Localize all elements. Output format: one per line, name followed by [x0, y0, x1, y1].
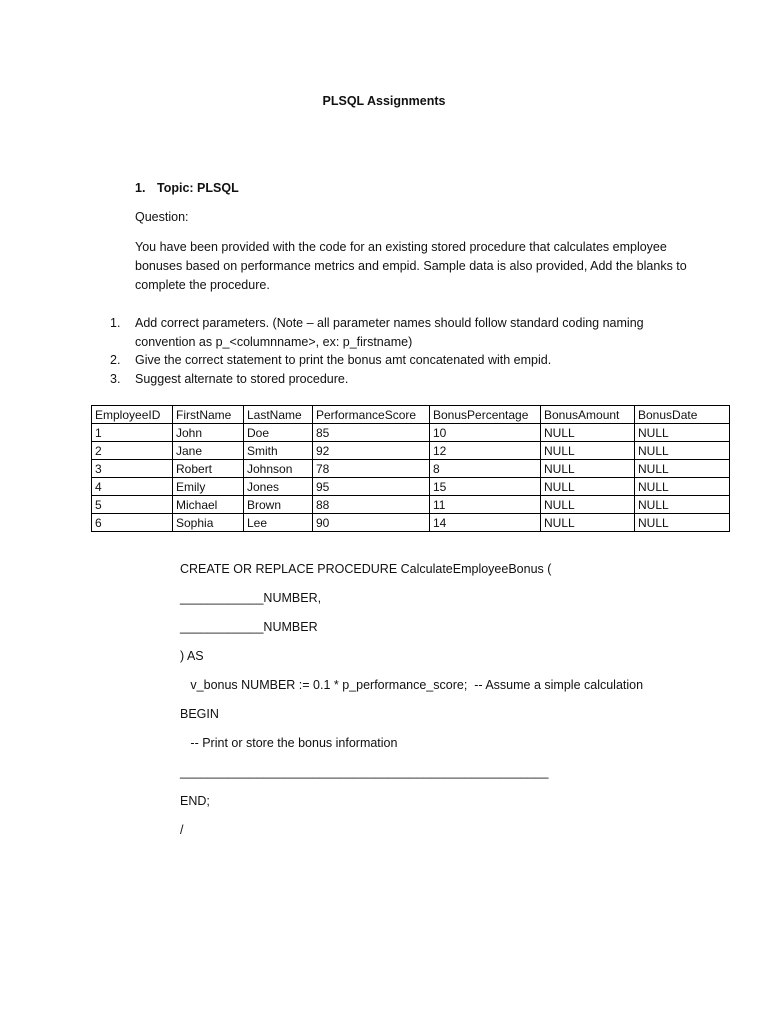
document-title: PLSQL Assignments	[322, 94, 446, 108]
table-cell: 2	[92, 442, 173, 460]
code-line-as: ) AS	[180, 649, 204, 663]
table-cell: 11	[430, 496, 541, 514]
header-performancescore: PerformanceScore	[313, 406, 430, 424]
table-row	[92, 478, 730, 496]
table-cell: NULL	[635, 460, 730, 478]
table-cell: John	[173, 424, 244, 442]
table-cell: 3	[92, 460, 173, 478]
code-line-end: END;	[180, 794, 210, 808]
header-employeeid: EmployeeID	[92, 406, 173, 424]
table-cell: NULL	[541, 478, 635, 496]
table-cell: NULL	[541, 496, 635, 514]
task-text: Suggest alternate to stored procedure.	[135, 371, 349, 386]
task-number: 1.	[110, 316, 121, 330]
table-row	[92, 442, 730, 460]
table-cell: NULL	[635, 442, 730, 460]
employee-data-table	[91, 405, 730, 532]
table-cell: 85	[313, 424, 430, 442]
table-cell: Brown	[244, 496, 313, 514]
table-row	[92, 460, 730, 478]
table-cell: 14	[430, 514, 541, 532]
table-cell: NULL	[635, 424, 730, 442]
table-cell: 8	[430, 460, 541, 478]
task-text: Give the correct statement to print the bonus amt concatenated with empid.	[135, 353, 552, 367]
task-item	[110, 370, 700, 389]
header-bonuspercentage: BonusPercentage	[430, 406, 541, 424]
table-cell: Smith	[244, 442, 313, 460]
table-cell: 95	[313, 478, 430, 496]
task-number: 2.	[110, 353, 121, 367]
question-text: You have been provided with the code for an existing stored procedure that calculates employee bonuses based on performance metrics and empid. Sample data is also provided, Add the blanks to complete the procedure.	[135, 240, 687, 292]
table-cell: 5	[92, 496, 173, 514]
code-line-declare-bonus: v_bonus NUMBER := 0.1 * p_performance_score; -- Assume a simple calculation	[180, 678, 644, 692]
table-cell: Robert	[173, 460, 244, 478]
table-cell: NULL	[541, 442, 635, 460]
code-line-param-blank-2: ____________NUMBER	[180, 620, 318, 634]
table-cell: 4	[92, 478, 173, 496]
table-cell: Jones	[244, 478, 313, 496]
topic-heading	[135, 181, 239, 195]
table-cell: Johnson	[244, 460, 313, 478]
task-list	[110, 314, 700, 388]
topic-text: Topic: PLSQL	[157, 181, 239, 195]
table-cell: NULL	[635, 478, 730, 496]
table-cell: Doe	[244, 424, 313, 442]
table-cell: NULL	[635, 514, 730, 532]
code-line-slash: /	[180, 823, 184, 837]
header-lastname: LastName	[244, 406, 313, 424]
table-cell: 10	[430, 424, 541, 442]
table-cell: Lee	[244, 514, 313, 532]
table-cell: Jane	[173, 442, 244, 460]
question-label: Question:	[135, 210, 189, 224]
code-line-param-blank-1: ____________NUMBER,	[180, 591, 322, 605]
task-text: Add correct parameters. (Note – all parameter names should follow standard coding naming convention as p_<columnname>, ex: p_firstname)	[135, 316, 644, 349]
task-item	[110, 314, 700, 351]
code-line-begin: BEGIN	[180, 707, 219, 721]
table-header-row	[92, 406, 730, 424]
topic-number: 1.	[135, 181, 146, 195]
table-cell: 15	[430, 478, 541, 496]
table-row	[92, 424, 730, 442]
task-item	[110, 351, 700, 370]
table-cell: 6	[92, 514, 173, 532]
code-line-create-procedure: CREATE OR REPLACE PROCEDURE CalculateEmployeeBonus (	[180, 562, 552, 576]
code-line-comment: -- Print or store the bonus information	[180, 736, 398, 750]
task-number: 3.	[110, 371, 121, 386]
table-cell: 1	[92, 424, 173, 442]
table-cell: 12	[430, 442, 541, 460]
table-cell: NULL	[635, 496, 730, 514]
table-row	[92, 496, 730, 514]
header-firstname: FirstName	[173, 406, 244, 424]
table-cell: 92	[313, 442, 430, 460]
table-cell: NULL	[541, 424, 635, 442]
table-cell: 78	[313, 460, 430, 478]
table-row	[92, 514, 730, 532]
code-line-statement-blank: _____________________________________________________	[180, 765, 549, 779]
table-cell: Sophia	[173, 514, 244, 532]
table-cell: NULL	[541, 514, 635, 532]
header-bonusdate: BonusDate	[635, 406, 730, 424]
table-cell: Michael	[173, 496, 244, 514]
header-bonusamount: BonusAmount	[541, 406, 635, 424]
table-cell: 88	[313, 496, 430, 514]
table-cell: NULL	[541, 460, 635, 478]
table-cell: 90	[313, 514, 430, 532]
table-cell: Emily	[173, 478, 244, 496]
